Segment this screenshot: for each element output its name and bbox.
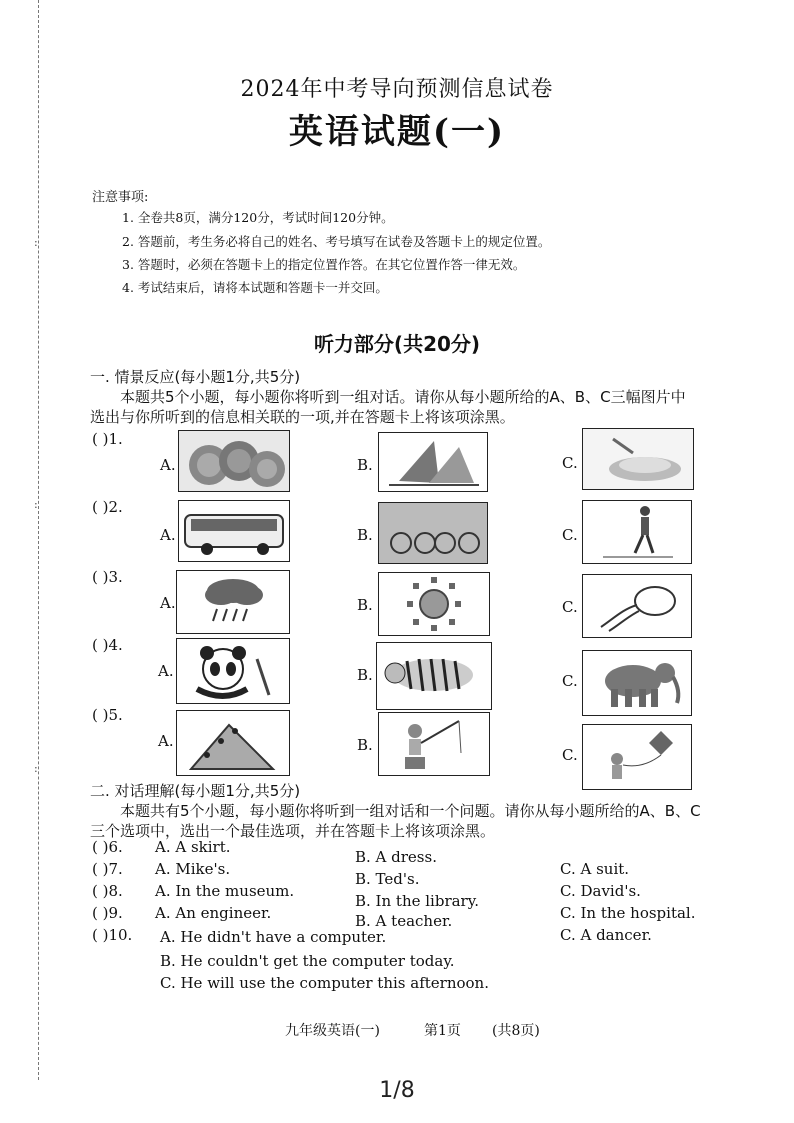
part1-instruction: 本题共5个小题，每小题你将听到一组对话。请你从每小题所给的A、B、C三幅图片中 [120,388,686,406]
question-number: ( )6. [92,838,123,856]
part1-instruction: 选出与你所听到的信息相关联的一项,并在答题卡上将该项涂黑。 [90,408,515,426]
part2-instruction: 三个选项中，选出一个最佳选项，并在答题卡上将该项涂黑。 [90,822,496,840]
note-item: 1. 全卷共8页，满分120分，考试时间120分钟。 [122,210,394,225]
option-letter: A. [158,732,174,750]
rain-cloud-icon[interactable] [176,570,290,634]
option-a: A. An engineer. [155,904,272,922]
binding-mark: : [34,498,38,511]
option-letter: B. [357,666,373,684]
question-number: ( )5. [92,706,123,724]
option-a: A. He didn't have a computer. [160,928,387,946]
question-number: ( )3. [92,568,123,586]
note-item: 4. 考试结束后，请将本试题和答题卡一并交回。 [122,280,388,295]
binding-mark: : [34,762,38,775]
panda-icon[interactable] [176,638,290,704]
option-letter: C. [562,746,578,764]
option-a: A. In the museum. [155,882,295,900]
option-b: B. He couldn't get the computer today. [160,952,455,970]
note-item: 3. 答题时，必须在答题卡上的指定位置作答。在其它位置作答一律无效。 [122,257,526,272]
binding-line [38,0,39,1080]
tiger-icon[interactable] [376,642,492,710]
option-letter: A. [158,662,174,680]
binding-mark: : [34,236,38,249]
flying-kite-icon[interactable] [582,724,692,790]
dumplings-icon[interactable] [582,428,694,490]
sun-icon[interactable] [378,572,490,636]
elephant-icon[interactable] [582,650,692,716]
option-a: A. A skirt. [155,838,231,856]
fishing-boy-icon[interactable] [378,712,490,776]
option-letter: B. [357,526,373,544]
option-c: C. A suit. [560,860,630,878]
part2-instruction: 本题共有5个小题，每小题你将听到一组对话和一个问题。请你从每小题所给的A、B、C [120,802,701,820]
bus-icon[interactable] [178,500,290,562]
wind-icon[interactable] [582,574,692,638]
notes-heading: 注意事项: [92,190,149,205]
option-letter: C. [562,672,578,690]
option-letter: A. [160,456,176,474]
part1-heading: 一. 情景反应(每小题1分,共5分) [90,368,301,386]
option-letter: B. [357,596,373,614]
footer-page: 第1页 [424,1023,461,1039]
climbing-mountain-icon[interactable] [176,710,290,776]
section-title: 听力部分(共20分) [313,332,481,356]
option-b: B. A dress. [355,848,437,866]
option-c: C. In the hospital. [560,904,696,922]
option-b: B. In the library. [355,892,479,910]
option-letter: C. [562,526,578,544]
option-c: C. David's. [560,882,641,900]
mooncakes-icon[interactable] [178,430,290,492]
footer-total: (共8页) [492,1023,540,1039]
part2-heading: 二. 对话理解(每小题1分,共5分) [90,782,301,800]
question-number: ( )4. [92,636,123,654]
exam-title: 2024年中考导向预测信息试卷 [240,77,554,102]
question-number: ( )1. [92,430,123,448]
question-number: ( )7. [92,860,123,878]
question-number: ( )9. [92,904,123,922]
option-c: C. A dancer. [560,926,652,944]
question-number: ( )2. [92,498,123,516]
walking-person-icon[interactable] [582,500,692,564]
bicycles-icon[interactable] [378,502,488,564]
exam-subject: 英语试题(一) [288,112,506,152]
zongzi-icon[interactable] [378,432,488,492]
option-letter: C. [562,598,578,616]
note-item: 2. 答题前，考生务必将自己的姓名、考号填写在试卷及答题卡上的规定位置。 [122,234,551,249]
option-letter: C. [562,454,578,472]
page-indicator: 1/8 [379,1078,415,1103]
option-letter: A. [160,526,176,544]
question-number: ( )10. [92,926,133,944]
footer-subject: 九年级英语(一) [285,1023,380,1039]
option-letter: B. [357,736,373,754]
option-letter: B. [357,456,373,474]
option-a: A. Mike's. [155,860,231,878]
option-letter: A. [160,594,176,612]
option-b: B. Ted's. [355,870,420,888]
question-number: ( )8. [92,882,123,900]
option-c: C. He will use the computer this afternoon. [160,974,489,992]
option-b: B. A teacher. [355,912,453,930]
